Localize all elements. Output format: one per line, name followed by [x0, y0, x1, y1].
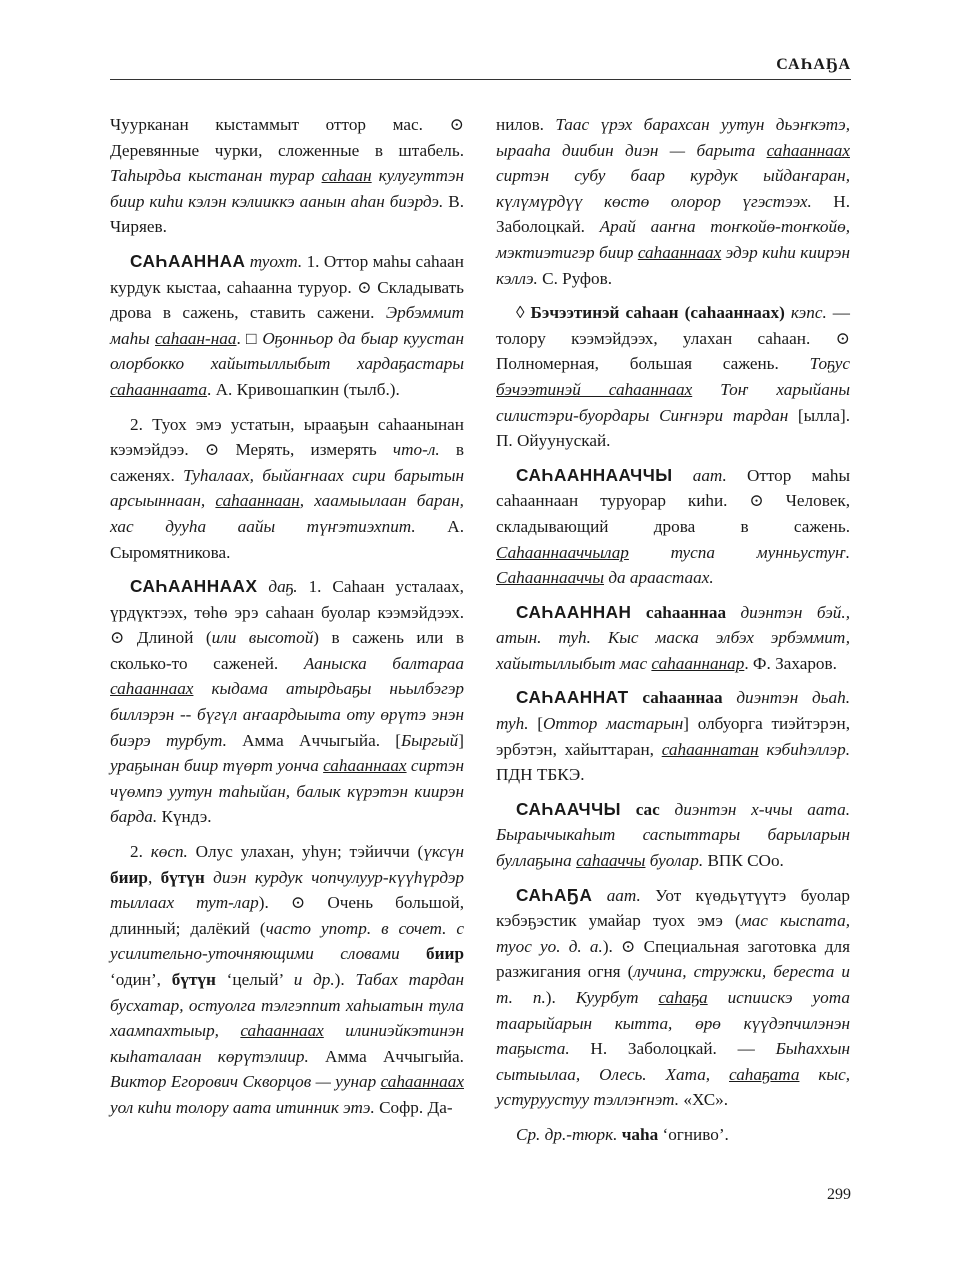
- etymology-note: Ср. др.-тюрк. чаһа ‘огниво’.: [516, 1124, 729, 1144]
- headword: САҺААННААХ: [130, 576, 258, 597]
- headword: САҺАҔА: [516, 884, 593, 905]
- running-header: САҺАҔА: [776, 56, 851, 73]
- dictionary-entry: САҺААННААХ даҕ. 1. Саһаан усталаах, үрдүктээх, төһө эрэ саһаан буолар кээмэйдээх. ⊙ Длиной (или высотой) в сажень или в сколько-то саженей. Ааныска балтараа саһааннаах кыдама атырдьаҕы ньылбэгэр биллэрэн -- бүгүл аҥаардыыта оту өрүтэ энэн биэрэ турбут. Амма Аччыгыйа. [Быргый] ураҕынан биир түөрт уонча саһааннаах сиртэн чүөмпэ уутун таһыйан, балык күрэтэн киирэн барда. Күндэ.: [110, 576, 464, 827]
- headword: САҺААЧЧЫ: [516, 798, 621, 819]
- dictionary-sense: 2. көсп. Олус улахан, уһун; тэйиччи (үксүн биир, бүтүн диэн курдук чопчулуур-күүһүрдэр тыллаах тут-лар). ⊙ Очень большой, длинный; далёкий (часто употр. в сочет. с усилительно-уточняющими словами биир ‘один’, бүтүн ‘целый’ и др.). Табах тардан бусхатар, остуолга тэлгэппит хаһыатын тула хаампахтыыр, саһааннаах илиниэйкэтинэн кыһаталаан көрүтэлиир. Амма Аччыгыйа. Виктор Егорович Скворцов — уунар саһааннаах уол киһи толору аата итинник этэ. Софр. Да-: [110, 842, 465, 1117]
- idiom-entry: ◊ Бэчээтинэй саһаан (саһааннаах) кэпс. — толору кээмэйдээх, улахан саһаан. ⊙ Полномерная, большая сажень. Тоҕус бэчээтинэй саһааннаах Тоҥ харыйаны силистэри-буордары Сиҥнэри тардан [ылла]. П. Ойуунускай.: [496, 303, 850, 451]
- dictionary-sense: 2. Туох эмэ устатын, ырааҕын саһаанынан кээмэйдээ. ⊙ Мерять, измерять что-л. в саженях. Туһалаах, быйаҥнаах сири барытын арсыыннаан, саһааннаан, хаамыылаан баран, хас дууһа аайы түҥэтиэхпит. А. Сыромятникова.: [110, 414, 465, 562]
- entry-continuation: Чуурканан кыстаммыт оттор мас. ⊙ Деревянные чурки, сложенные в штабель. Таһырдьа кыстанан турар саһаан кулугуттэн биир киһи кэлэн кэлииккэ аанын аһан биэрдэ. В. Чиряев.: [110, 115, 464, 237]
- dictionary-entry: САҺААННАН саһааннаа диэнтэн бэй., атын. туһ. Кыс маска элбэх эрбэммит, хайытыллыбыт мас саһааннанар. Ф. Захаров.: [496, 601, 850, 673]
- left-column: [110, 112, 464, 1130]
- right-column: [496, 112, 850, 1157]
- dictionary-entry: САҺААННААЧЧЫ аат. Оттор маһы саһааннаан туруорар киһи. ⊙ Человек, складывающий дрова в сажень. Саһааннааччылар туспа мунньустуҥ. Саһааннааччы да араастаах.: [496, 464, 850, 588]
- headword: САҺААННАТ: [516, 687, 629, 708]
- entry-continuation: нилов. Таас үрэх барахсан уутун дьэҥкэтэ, ырааһа диибин диэн — барыта саһааннаах сиртэн субу баар курдук ыйдаҥаран, күлүмүрдүү көстө олорор үгэстээх. Н. Заболоцкай. Арай ааҥна тоҥкойө-тоҥкойө, мэктиэтигэр биир саһааннаах эдэр киһи киирэн кэллэ. С. Руфов.: [496, 115, 851, 288]
- dictionary-entry: САҺААЧЧЫ сас диэнтэн х-ччы аата. Быраычыкаһыт саспыттары барыларын буллаҕына саһааччы буолар. ВПК СОо.: [496, 798, 850, 871]
- headword: САҺААННАН: [516, 601, 632, 622]
- headword: САҺААННААЧЧЫ: [516, 464, 673, 485]
- dictionary-entry: САҺААННАА туохт. 1. Оттор маһы саһаан курдук кыстаа, саһаанна туруор. ⊙ Складывать дрова в сажень, ставить сажени. Эрбэммит маһы саһаан-нaa. □ Оҕонньор да быар куустан олорбокко хайытыллыбыт хардаҕастары саһааннаата. А. Кривошапкин (тылб.).: [110, 250, 464, 399]
- page-number: 299: [827, 1186, 851, 1203]
- headword: САҺААННАА: [130, 250, 246, 271]
- header-rule: [110, 79, 851, 80]
- dictionary-entry: САҺАҔА аат. Уот күөдьүтүүтэ буолар кэбэҕэстик умайар туох эмэ (мас кыспата, туос уо. д. а.). ⊙ Специальная заготовка для разжигания огня (лучина, стружки, береста и т. п.). Куурбут саһаҕа испиискэ уота таарыйарын кытта, өрө күүдэпчилэнэн таҕыста. Н. Заболоцкай. — Быһаххын сытыылаа, Олесь. Хата, саһаҕата кыс, устуруустуу тэллэҥнэт. «ХС».: [496, 884, 850, 1110]
- dictionary-entry: САҺААННАТ саһааннаа диэнтэн дьаһ. туһ. [Оттор мастарын] олбуорга тиэйтэрэн, эрбэтэн, хайыттаран, саһааннатан кэбиһэллэр. ПДН ТБКЭ.: [496, 687, 850, 785]
